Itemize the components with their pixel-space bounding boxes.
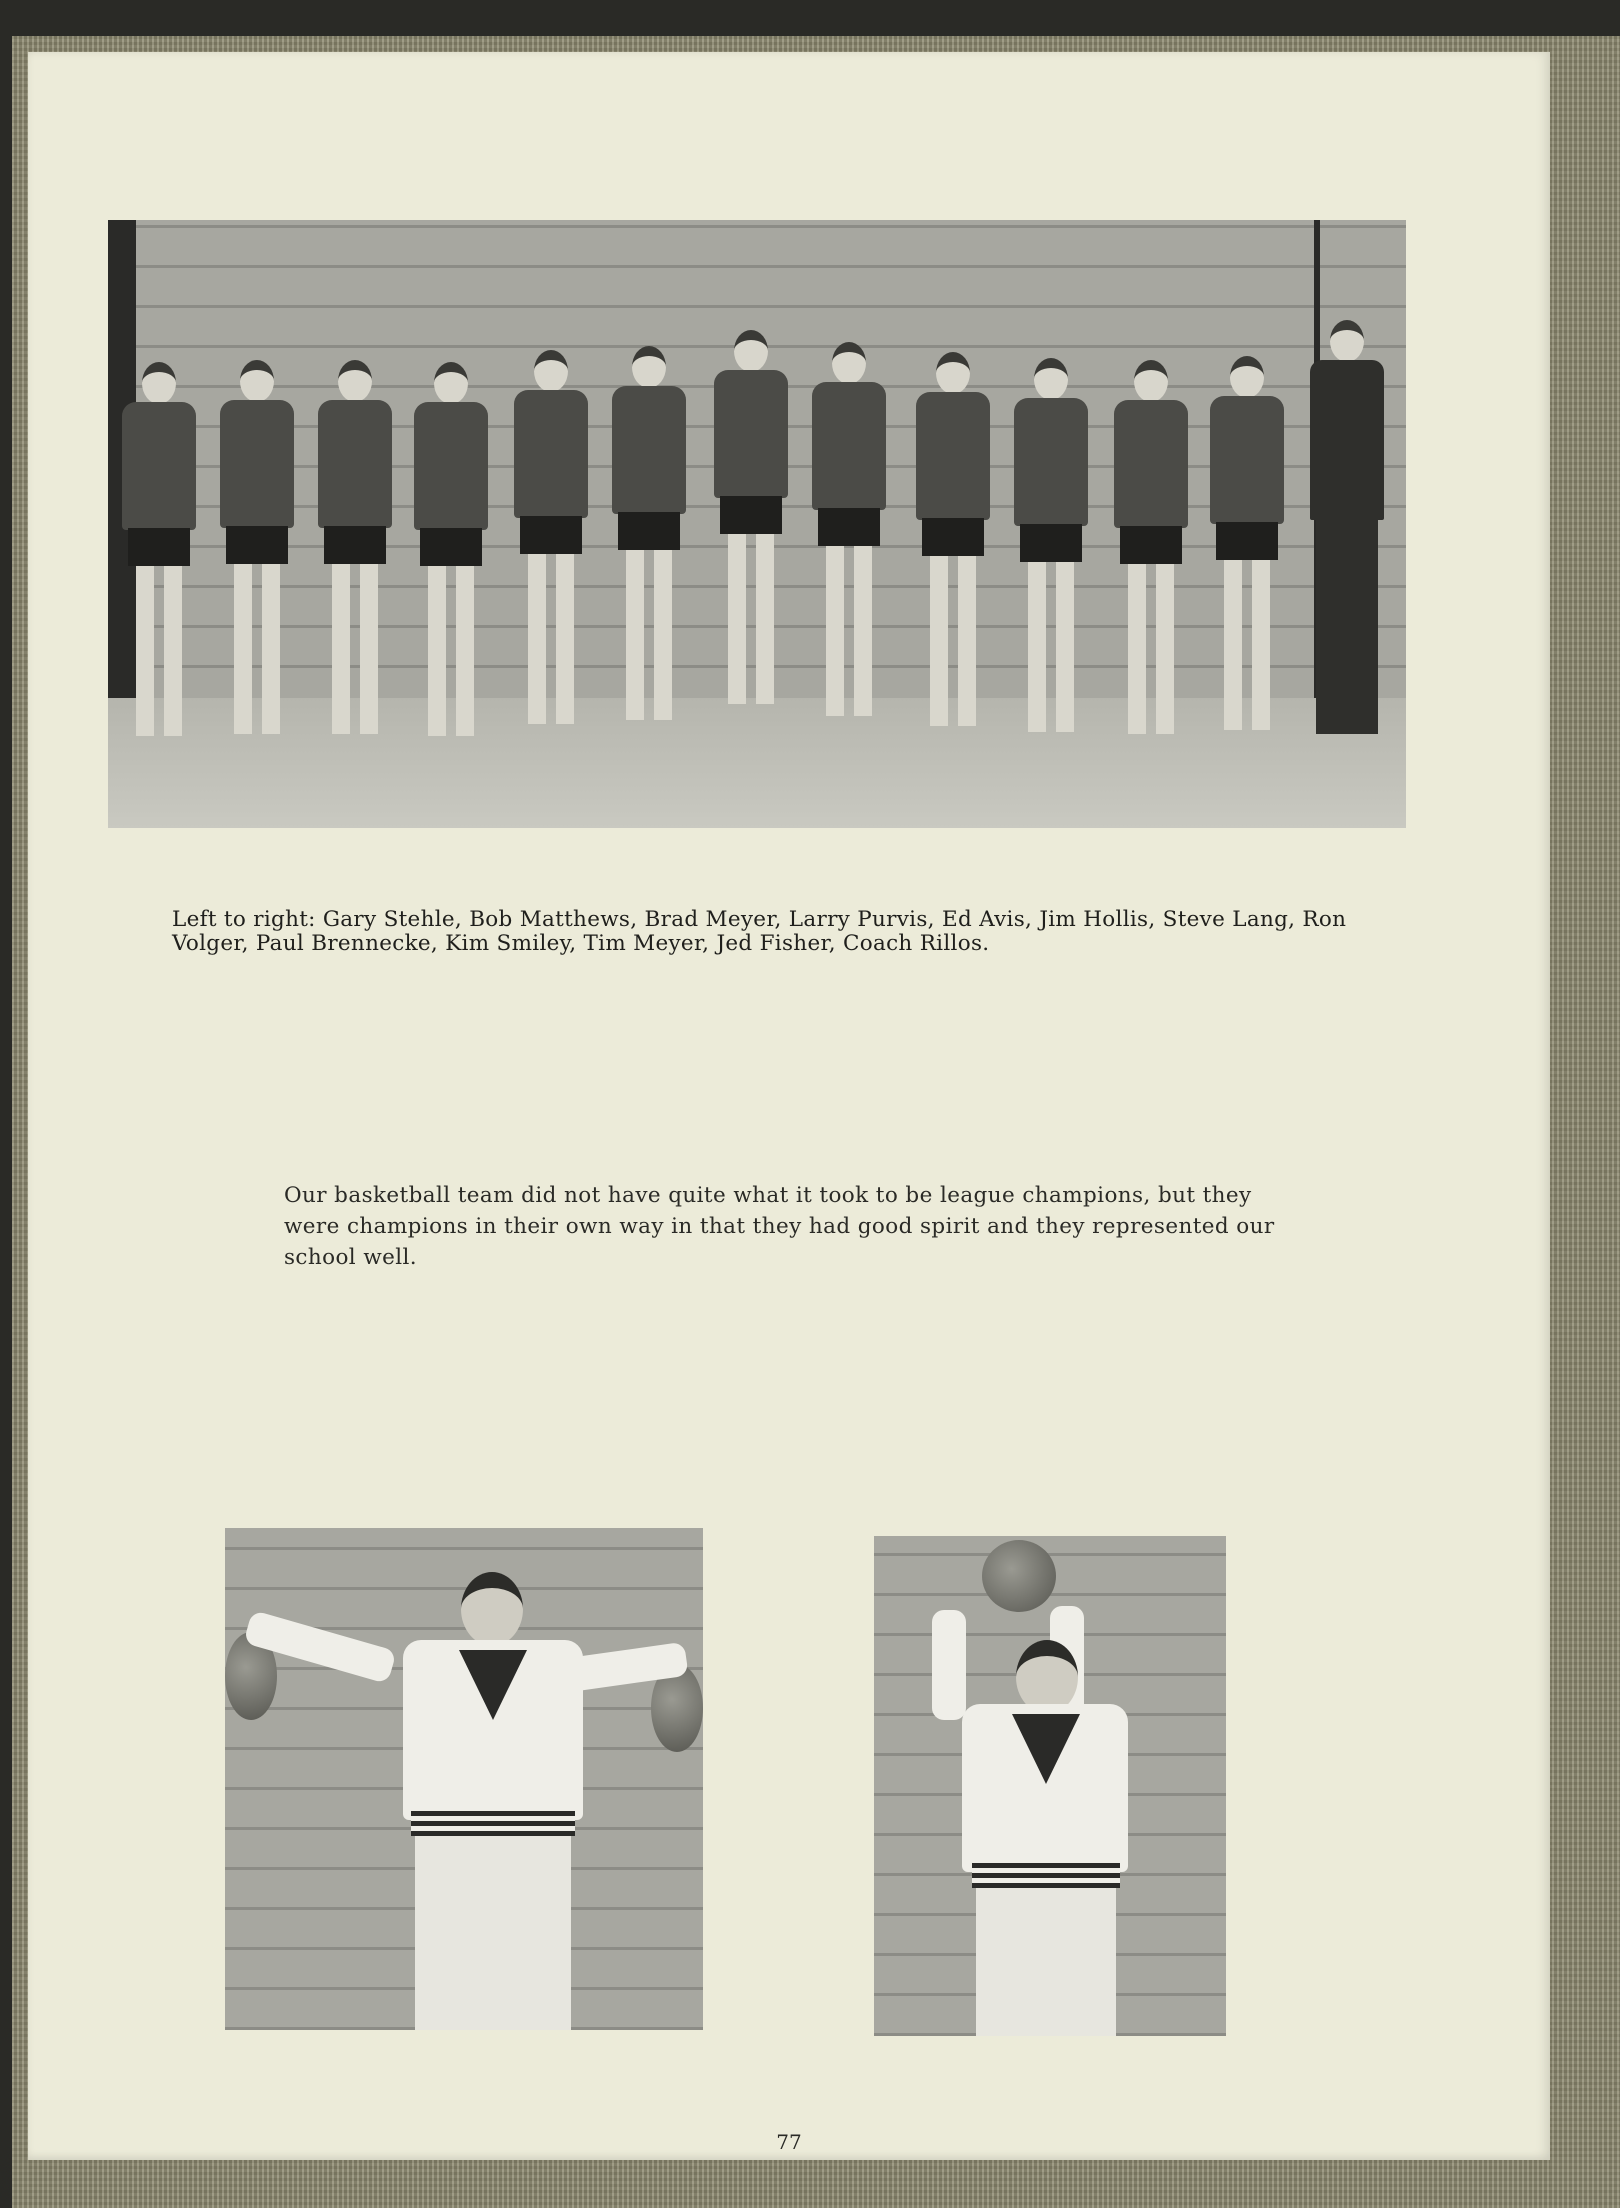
page-number: 77 (776, 2130, 802, 2154)
player-photo-left (225, 1528, 703, 2030)
body-paragraph: Our basketball team did not have quite what it took to be league champions, but they were champions in their own way in that they had good spirit and they represented our school well. (284, 1183, 1275, 1270)
team-photo (108, 220, 1406, 828)
yearbook-page (28, 52, 1550, 2160)
basketball (982, 1540, 1056, 1612)
athlete-figure (874, 1536, 1226, 2036)
gym-floor (108, 698, 1406, 828)
player-photo-right (874, 1536, 1226, 2036)
photo-caption: Left to right: Gary Stehle, Bob Matthews, Brad Meyer, Larry Purvis, Ed Avis, Jim Hollis, Steve Lang, Ron Volger, Paul Brennecke, Kim Smiley, Tim Meyer, Jed Fisher, Coach Rillos. (172, 907, 1347, 956)
athlete-figure (225, 1528, 703, 2030)
